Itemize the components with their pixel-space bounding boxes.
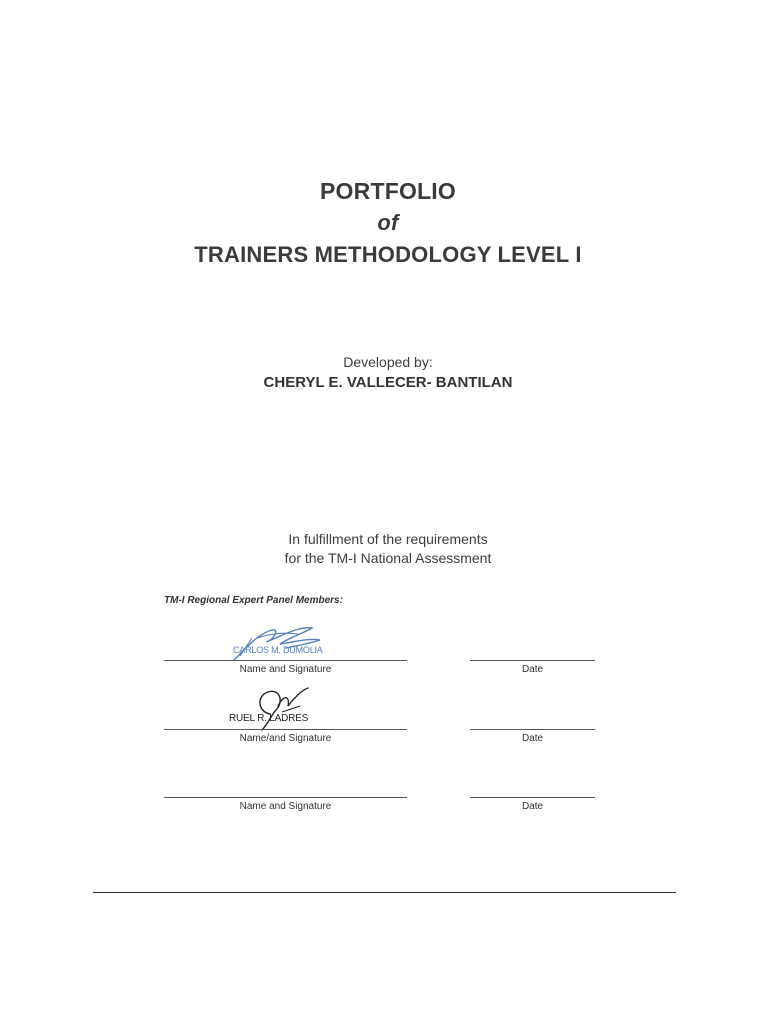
fulfillment-line-1: In fulfillment of the requirements xyxy=(288,531,488,547)
signature-line-2 xyxy=(164,729,407,730)
fulfillment-line-2: for the TM-I National Assessment xyxy=(284,550,492,566)
bottom-rule xyxy=(93,892,676,893)
signature-line-3 xyxy=(164,797,407,798)
signature-2-scribble xyxy=(248,684,318,734)
signature-label-3: Name and Signature xyxy=(239,801,332,812)
signature-1-scribble xyxy=(228,616,328,664)
date-line-1 xyxy=(470,660,595,661)
date-label-2: Date xyxy=(521,733,544,744)
developed-by-label: Developed by: xyxy=(343,354,433,370)
date-line-2 xyxy=(470,729,595,730)
date-label-1: Date xyxy=(521,664,544,675)
title-line-2: of xyxy=(377,210,399,235)
signature-2-printed-name: RUEL R. LADRES xyxy=(229,713,309,724)
signature-label-2: Name/and Signature xyxy=(239,733,332,744)
date-label-3: Date xyxy=(521,801,544,812)
title-line-3: TRAINERS METHODOLOGY LEVEL I xyxy=(194,242,582,267)
signature-line-1 xyxy=(164,660,407,661)
title-line-1: PORTFOLIO xyxy=(320,178,456,204)
date-line-3 xyxy=(470,797,595,798)
panel-heading: TM-I Regional Expert Panel Members: xyxy=(164,595,343,606)
signature-1-printed-name: CARLOS M. DUMOLIA xyxy=(233,645,323,655)
signature-label-1: Name and Signature xyxy=(239,664,332,675)
developer-name: CHERYL E. VALLECER- BANTILAN xyxy=(263,374,513,391)
